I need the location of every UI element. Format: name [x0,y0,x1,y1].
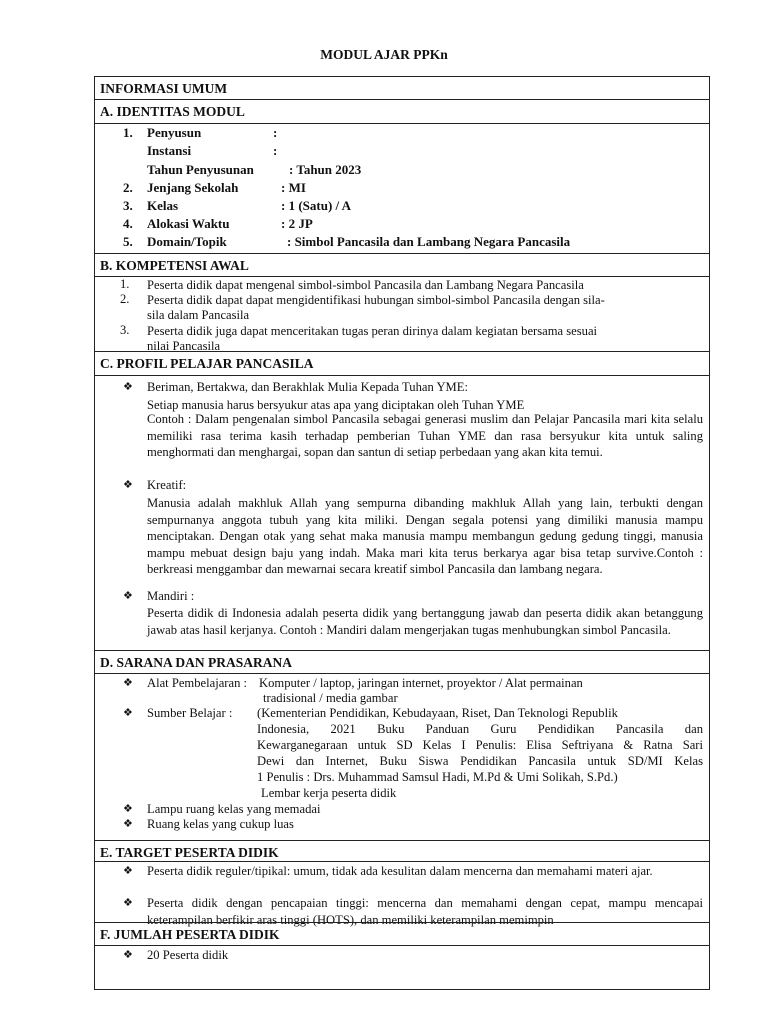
profil-beriman-contoh: Contoh : Dalam pengenalan simbol Pancasila sebagai generasi muslim dan Pelajar Pancasila mari kita selalu memiliki rasa terima kasih terhadap pemberian Tuhan YME dan rasa bersyukur kita untuk saling menghormati dan menghargai, sopan dan santun di setiap perbedaan yang akan kita temui. [147,412,703,459]
bullet-icon: ❖ [123,677,133,689]
sarana-heading: D. SARANA DAN PRASARANA [95,650,709,674]
value-tahun: : Tahun 2023 [289,162,362,177]
bullet-icon: ❖ [123,590,133,602]
target-section [95,861,709,927]
sumber-line-4: 1 Penulis : Drs. Muhammad Samsul Hadi, M.Pd & Umi Solikah, S.Pd.) [257,770,618,784]
label-kelas: Kelas [147,198,179,213]
kompetensi-num-2: 2. [120,292,130,306]
sumber-line-5: Lembar kerja peserta didik [261,786,397,800]
profil-kreatif-text: Manusia adalah makhluk Allah yang sempurna dibanding makhluk Allah yang lain, terbukti dengan sempurnanya anggota tubuh yang kita miliki. Dengan segala potensi yang dimiliki manusia mampu menciptakan. Dengan otak yang sehat maka manusia mampu membangun gedung gedung tinggi, manusia mampu mebuat design baju yang indah. Maka mari kita terus berkarya agar bisa tetap survive.Contoh : berkreasi menggambar dan mewarnai secara kreatif simbol Pancasila dan lambang negara. [147,496,703,576]
bullet-icon: ❖ [123,803,133,815]
kompetensi-item-3-line2: nilai Pancasila [147,339,221,353]
label-alokasi: Alokasi Waktu [147,216,230,231]
alat-line-2: tradisional / media gambar [263,691,398,705]
label-penyusun: Penyusun [147,125,202,140]
profil-beriman-text: Setiap manusia harus bersyukur atas apa yang diciptakan oleh Tuhan YME [147,398,525,412]
page-title: MODUL AJAR PPKn [320,47,448,62]
kompetensi-section [95,276,709,353]
sarana-extra-1: Lampu ruang kelas yang memadai [147,802,321,816]
identitas-num-3: 3. [123,198,133,213]
bullet-icon: ❖ [123,479,133,491]
profil-mandiri-text: Peserta didik di Indonesia adalah peserta didik yang bertanggung jawab dan peserta didik akan betanggung jawab atas hasil kerjanya. Contoh : Mandiri dalam mengerjakan tugas menhubungkan simbol Pancasila. [147,606,703,637]
sumber-first: (Kementerian Pendidikan, Kebudayaan, Riset, Dan Teknologi Republik [257,706,618,720]
kompetensi-num-1: 1. [120,277,130,291]
sumber-line-3: Dewi dan Internet, Buku Siswa Pendidikan Pancasila untuk SD/MI Kelas [257,754,703,768]
kompetensi-item-3-line1: Peserta didik juga dapat menceritakan tugas peran dirinya dalam kegiatan bersama sesuai [147,324,598,338]
kompetensi-item-1: Peserta didik dapat mengenal simbol-simbol Pancasila dan Lambang Negara Pancasila [147,278,584,292]
value-kelas: : 1 (Satu) / A [281,198,352,213]
kompetensi-item-2-line2: sila dalam Pancasila [147,308,250,322]
sumber-label: Sumber Belajar : [147,706,233,720]
label-domain: Domain/Topik [147,234,227,249]
label-instansi: Instansi [147,143,192,158]
informasi-umum-heading: INFORMASI UMUM [100,81,228,96]
profil-mandiri-label: Mandiri : [147,589,195,603]
alat-line-1: Komputer / laptop, jaringan internet, proyektor / Alat permainan [259,676,583,690]
sumber-line-1: Indonesia, 2021 Buku Panduan Guru Pendidikan Pancasila dan [257,722,703,736]
bullet-icon: ❖ [123,865,133,877]
identitas-num-4: 4. [123,216,133,231]
module-table [94,76,710,990]
profil-heading: C. PROFIL PELAJAR PANCASILA [95,351,709,375]
value-alokasi: : 2 JP [281,216,313,231]
jumlah-heading: F. JUMLAH PESERTA DIDIK [95,922,709,946]
target-heading: E. TARGET PESERTA DIDIK [95,840,709,864]
sep-instansi: : [273,143,278,158]
identitas-num-5: 5. [123,234,133,249]
value-jenjang: : MI [281,180,306,195]
label-tahun: Tahun Penyusunan [147,162,254,177]
target-item-1: Peserta didik reguler/tipikal: umum, tidak ada kesulitan dalam mencerna dan memahami materi ajar. [147,864,653,878]
sarana-extra-2: Ruang kelas yang cukup luas [147,817,294,831]
sep-penyusun: : [273,125,278,140]
target-item-2: Peserta didik dengan pencapaian tinggi: mencerna dan memahami dengan cepat, mampu mencapai keterampilan berfikir aras tinggi (HOTS), dan memiliki keterampilan memimpin [147,896,703,927]
bullet-icon: ❖ [123,949,133,961]
bullet-icon: ❖ [123,897,133,909]
profil-kreatif-label: Kreatif: [147,478,187,492]
jumlah-value: 20 Peserta didik [147,948,229,962]
identitas-section [95,123,709,253]
jumlah-section [95,945,709,989]
profil-beriman-label: Beriman, Bertakwa, dan Berakhlak Mulia Kepada Tuhan YME: [147,380,468,394]
bullet-icon: ❖ [123,381,133,393]
value-domain: : Simbol Pancasila dan Lambang Negara Pancasila [287,234,571,249]
profil-section [95,375,709,652]
identitas-heading: A. IDENTITAS MODUL [95,99,709,123]
bullet-icon: ❖ [123,818,133,830]
kompetensi-heading: B. KOMPETENSI AWAL [95,253,709,277]
sumber-line-2: Kewarganegaraan untuk SD Kelas I Penulis: Elisa Seftriyana & Ratna Sari [257,738,703,752]
alat-label: Alat Pembelajaran : [147,676,248,690]
identitas-num-2: 2. [123,180,133,195]
sarana-section [95,673,709,837]
kompetensi-item-2-line1: Peserta didik dapat dapat mengidentifikasi hubungan simbol-simbol Pancasila dengan sila- [147,293,605,307]
bullet-icon: ❖ [123,707,133,719]
kompetensi-num-3: 3. [120,323,130,337]
identitas-num-1: 1. [123,125,133,140]
label-jenjang: Jenjang Sekolah [147,180,239,195]
